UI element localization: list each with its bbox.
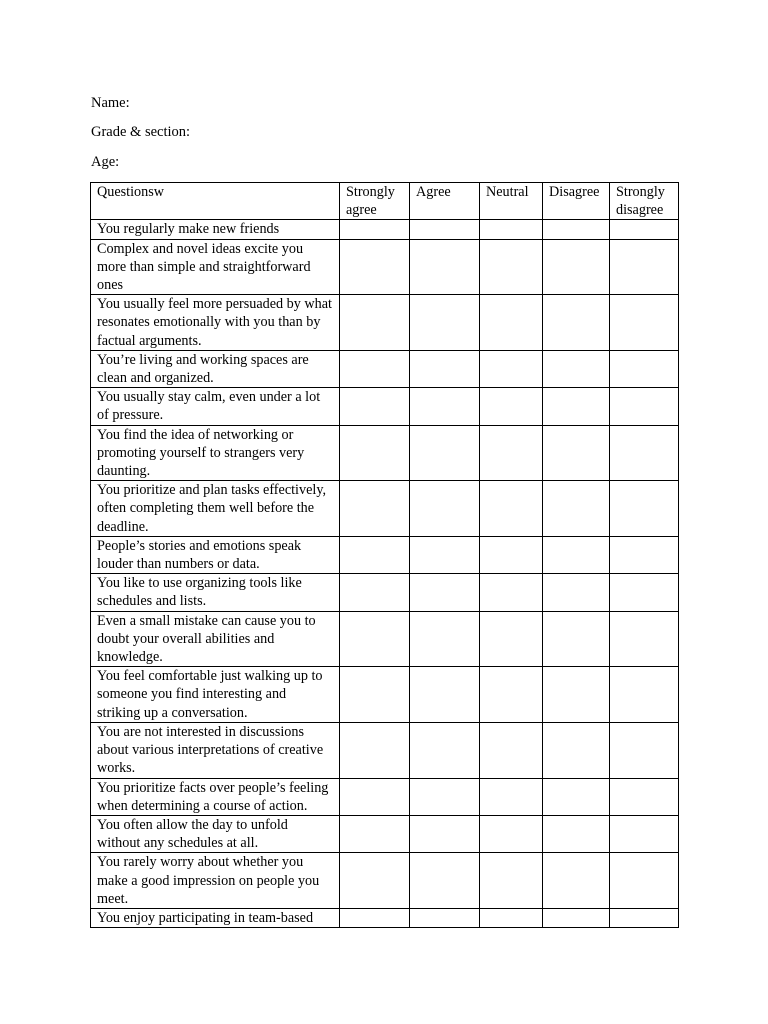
answer-cell-strongly-disagree[interactable] [610,667,679,723]
table-row [91,574,679,611]
answer-cell-neutral[interactable] [480,239,543,295]
header-strongly-disagree: Strongly disagree [610,183,679,220]
answer-cell-strongly-agree[interactable] [340,295,410,351]
answer-cell-neutral[interactable] [480,536,543,573]
answer-cell-strongly-disagree[interactable] [610,295,679,351]
table-row [91,481,679,537]
question-text: You usually stay calm, even under a lot of pressure. [91,388,340,425]
answer-cell-disagree[interactable] [543,536,610,573]
question-text: You regularly make new friends [91,220,340,239]
table-row [91,722,679,778]
answer-cell-agree[interactable] [410,481,480,537]
question-text: You prioritize and plan tasks effectively, often completing them well before the deadline. [91,481,340,537]
answer-cell-strongly-disagree[interactable] [610,388,679,425]
answer-cell-disagree[interactable] [543,722,610,778]
answer-cell-strongly-agree[interactable] [340,425,410,481]
answer-cell-disagree[interactable] [543,350,610,387]
answer-cell-strongly-agree[interactable] [340,350,410,387]
question-text: You are not interested in discussions about various interpretations of creative works. [91,722,340,778]
answer-cell-agree[interactable] [410,815,480,852]
name-label: Name: [91,95,130,111]
answer-cell-neutral[interactable] [480,220,543,239]
answer-cell-disagree[interactable] [543,853,610,909]
answer-cell-neutral[interactable] [480,722,543,778]
answer-cell-disagree[interactable] [543,239,610,295]
table-row [91,667,679,723]
answer-cell-neutral[interactable] [480,481,543,537]
answer-cell-disagree[interactable] [543,908,610,927]
answer-cell-disagree[interactable] [543,425,610,481]
answer-cell-strongly-agree[interactable] [340,239,410,295]
answer-cell-strongly-disagree[interactable] [610,722,679,778]
answer-cell-strongly-agree[interactable] [340,220,410,239]
question-text: You like to use organizing tools like schedules and lists. [91,574,340,611]
grade-section-label: Grade & section: [91,124,191,140]
answer-cell-strongly-disagree[interactable] [610,239,679,295]
answer-cell-strongly-disagree[interactable] [610,350,679,387]
answer-cell-disagree[interactable] [543,574,610,611]
answer-cell-disagree[interactable] [543,481,610,537]
question-text: Complex and novel ideas excite you more than simple and straightforward ones [91,239,340,295]
answer-cell-strongly-disagree[interactable] [610,815,679,852]
answer-cell-agree[interactable] [410,350,480,387]
answer-cell-neutral[interactable] [480,853,543,909]
answer-cell-strongly-agree[interactable] [340,574,410,611]
answer-cell-neutral[interactable] [480,611,543,667]
answer-cell-strongly-agree[interactable] [340,778,410,815]
answer-cell-agree[interactable] [410,722,480,778]
answer-cell-strongly-disagree[interactable] [610,425,679,481]
header-neutral: Neutral [480,183,543,220]
answer-cell-disagree[interactable] [543,667,610,723]
question-text: You enjoy participating in team-based [91,908,340,927]
answer-cell-agree[interactable] [410,574,480,611]
answer-cell-agree[interactable] [410,908,480,927]
answer-cell-neutral[interactable] [480,667,543,723]
question-text: You usually feel more persuaded by what resonates emotionally with you than by factual arguments. [91,295,340,351]
header-questions: Questionsw [91,183,340,220]
answer-cell-neutral[interactable] [480,574,543,611]
answer-cell-disagree[interactable] [543,815,610,852]
answer-cell-strongly-disagree[interactable] [610,853,679,909]
answer-cell-neutral[interactable] [480,350,543,387]
table-row [91,778,679,815]
answer-cell-strongly-agree[interactable] [340,536,410,573]
answer-cell-strongly-disagree[interactable] [610,908,679,927]
answer-cell-neutral[interactable] [480,778,543,815]
header-strongly-agree: Strongly agree [340,183,410,220]
question-text: You prioritize facts over people’s feeling when determining a course of action. [91,778,340,815]
header-row [91,183,679,220]
age-label: Age: [91,154,120,170]
table-row [91,388,679,425]
question-text: You feel comfortable just walking up to someone you find interesting and striking up a conversation. [91,667,340,723]
header-agree: Agree [410,183,480,220]
answer-cell-strongly-agree[interactable] [340,611,410,667]
answer-cell-strongly-agree[interactable] [340,722,410,778]
answer-cell-neutral[interactable] [480,425,543,481]
answer-cell-disagree[interactable] [543,220,610,239]
table-row [91,853,679,909]
table-row [91,295,679,351]
answer-cell-neutral[interactable] [480,388,543,425]
table-row [91,239,679,295]
answer-cell-strongly-agree[interactable] [340,481,410,537]
table-row [91,350,679,387]
table-row [91,536,679,573]
answer-cell-strongly-agree[interactable] [340,908,410,927]
answer-cell-agree[interactable] [410,239,480,295]
answer-cell-disagree[interactable] [543,295,610,351]
table-row [91,815,679,852]
answer-cell-strongly-agree[interactable] [340,667,410,723]
answer-cell-agree[interactable] [410,853,480,909]
table-row [91,611,679,667]
answer-cell-strongly-agree[interactable] [340,815,410,852]
header-disagree: Disagree [543,183,610,220]
question-text: People’s stories and emotions speak louder than numbers or data. [91,536,340,573]
survey-table [90,182,679,928]
survey-body [91,220,679,928]
answer-cell-disagree[interactable] [543,611,610,667]
answer-cell-agree[interactable] [410,536,480,573]
answer-cell-disagree[interactable] [543,388,610,425]
answer-cell-strongly-agree[interactable] [340,853,410,909]
answer-cell-agree[interactable] [410,425,480,481]
table-row [91,908,679,927]
answer-cell-strongly-disagree[interactable] [610,481,679,537]
answer-cell-agree[interactable] [410,611,480,667]
answer-cell-agree[interactable] [410,778,480,815]
question-text: You often allow the day to unfold without any schedules at all. [91,815,340,852]
answer-cell-neutral[interactable] [480,815,543,852]
answer-cell-strongly-disagree[interactable] [610,574,679,611]
answer-cell-agree[interactable] [410,388,480,425]
answer-cell-strongly-disagree[interactable] [610,611,679,667]
answer-cell-strongly-agree[interactable] [340,388,410,425]
answer-cell-agree[interactable] [410,295,480,351]
answer-cell-agree[interactable] [410,667,480,723]
question-text: You rarely worry about whether you make a good impression on people you meet. [91,853,340,909]
answer-cell-disagree[interactable] [543,778,610,815]
table-row [91,425,679,481]
question-text: You find the idea of networking or promoting yourself to strangers very daunting. [91,425,340,481]
answer-cell-strongly-disagree[interactable] [610,220,679,239]
answer-cell-neutral[interactable] [480,295,543,351]
question-text: You’re living and working spaces are clean and organized. [91,350,340,387]
table-row [91,220,679,239]
answer-cell-strongly-disagree[interactable] [610,778,679,815]
question-text: Even a small mistake can cause you to doubt your overall abilities and knowledge. [91,611,340,667]
answer-cell-neutral[interactable] [480,908,543,927]
answer-cell-agree[interactable] [410,220,480,239]
answer-cell-strongly-disagree[interactable] [610,536,679,573]
